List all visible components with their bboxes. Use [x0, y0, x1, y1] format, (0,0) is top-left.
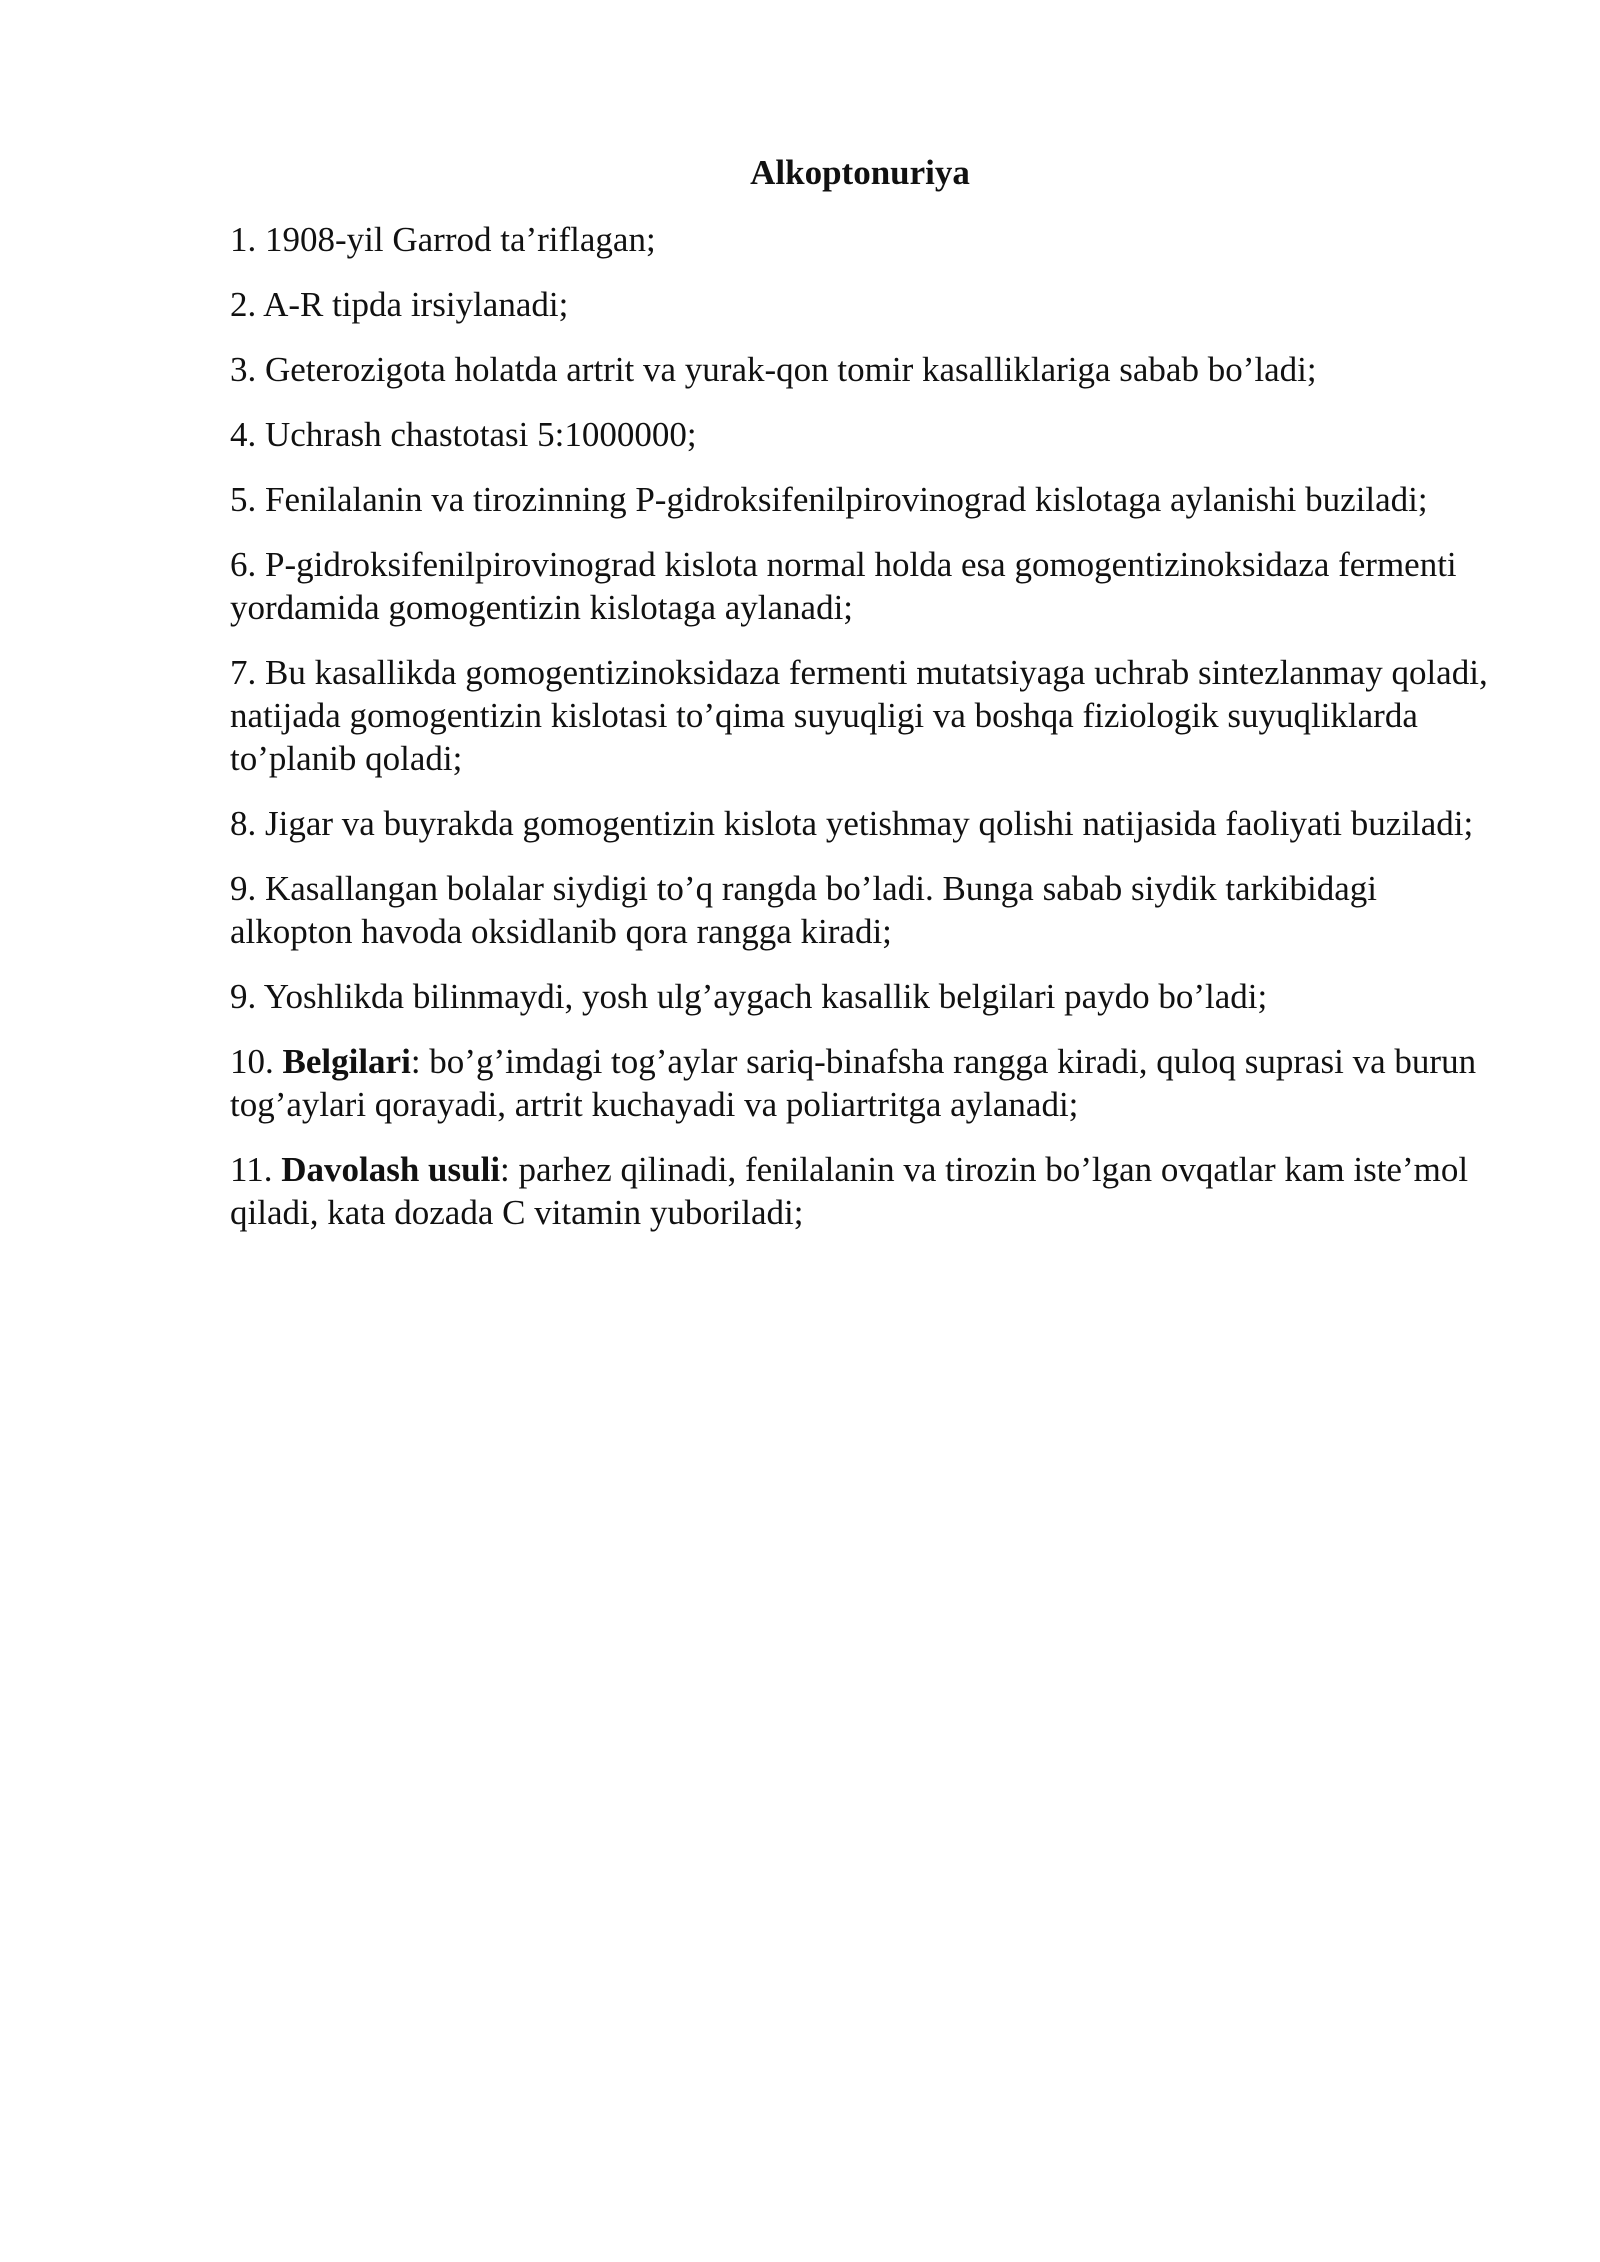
- item-label: Davolash usuli: [281, 1150, 501, 1189]
- document-title: Alkoptonuriya: [750, 153, 970, 192]
- item-number: 6.: [230, 545, 257, 584]
- list-item: [230, 1148, 1495, 1234]
- item-number: 9.: [230, 869, 257, 908]
- item-number: 2.: [230, 285, 257, 324]
- list-item: [230, 651, 1495, 780]
- list-item: [230, 413, 1495, 456]
- item-number: 3.: [230, 350, 257, 389]
- item-text: Bu kasallikda gomogentizinoksidaza fermenti mutatsiyaga uchrab sintezlanmay qoladi, natijada gomogentizin kislotasi to’qima suyuqligi va boshqa fiziologik suyuqliklarda to’planib qoladi;: [230, 653, 1488, 778]
- item-text: Uchrash chastotasi 5:1000000;: [265, 415, 697, 454]
- list-item: [230, 218, 1495, 261]
- list-item: [230, 283, 1495, 326]
- list-item: [230, 1040, 1495, 1126]
- item-text: Jigar va buyrakda gomogentizin kislota yetishmay qolishi natijasida faoliyati buziladi;: [265, 804, 1474, 843]
- item-label: Belgilari: [282, 1042, 411, 1081]
- list-item: [230, 348, 1495, 391]
- item-number: 7.: [230, 653, 257, 692]
- item-number: 11.: [230, 1150, 273, 1189]
- list-item: [230, 975, 1495, 1018]
- item-number: 8.: [230, 804, 257, 843]
- document-list: [230, 218, 1495, 1256]
- list-item: [230, 478, 1495, 521]
- item-number: 9.: [230, 977, 257, 1016]
- item-text: Kasallangan bolalar siydigi to’q rangda bo’ladi. Bunga sabab siydik tarkibidagi alkopton havoda oksidlanib qora rangga kiradi;: [230, 869, 1377, 951]
- item-text: Yoshlikda bilinmaydi, yosh ulg’aygach kasallik belgilari paydo bo’ladi;: [263, 977, 1268, 1016]
- item-text: : parhez qilinadi, fenilalanin va tirozin bo’lgan ovqatlar kam iste’mol qiladi, kata dozada C vitamin yuboriladi;: [230, 1150, 1469, 1232]
- item-text: A-R tipda irsiylanadi;: [263, 285, 569, 324]
- item-number: 5.: [230, 480, 257, 519]
- item-text: Fenilalanin va tirozinning P-gidroksifenilpirovinograd kislotaga aylanishi buziladi;: [265, 480, 1428, 519]
- list-item: [230, 867, 1495, 953]
- item-number: 1.: [230, 220, 257, 259]
- item-number: 4.: [230, 415, 257, 454]
- list-item: [230, 543, 1495, 629]
- item-text: Geterozigota holatda artrit va yurak-qon tomir kasalliklariga sabab bo’ladi;: [265, 350, 1317, 389]
- item-number: 10.: [230, 1042, 274, 1081]
- item-text: 1908-yil Garrod ta’riflagan;: [265, 220, 656, 259]
- list-item: [230, 802, 1495, 845]
- item-text: : bo’g’imdagi tog’aylar sariq-binafsha rangga kiradi, quloq suprasi va burun tog’aylari qorayadi, artrit kuchayadi va poliartritga aylanadi;: [230, 1042, 1477, 1124]
- item-text: P-gidroksifenilpirovinograd kislota normal holda esa gomogentizinoksidaza fermenti yordamida gomogentizin kislotaga aylanadi;: [230, 545, 1457, 627]
